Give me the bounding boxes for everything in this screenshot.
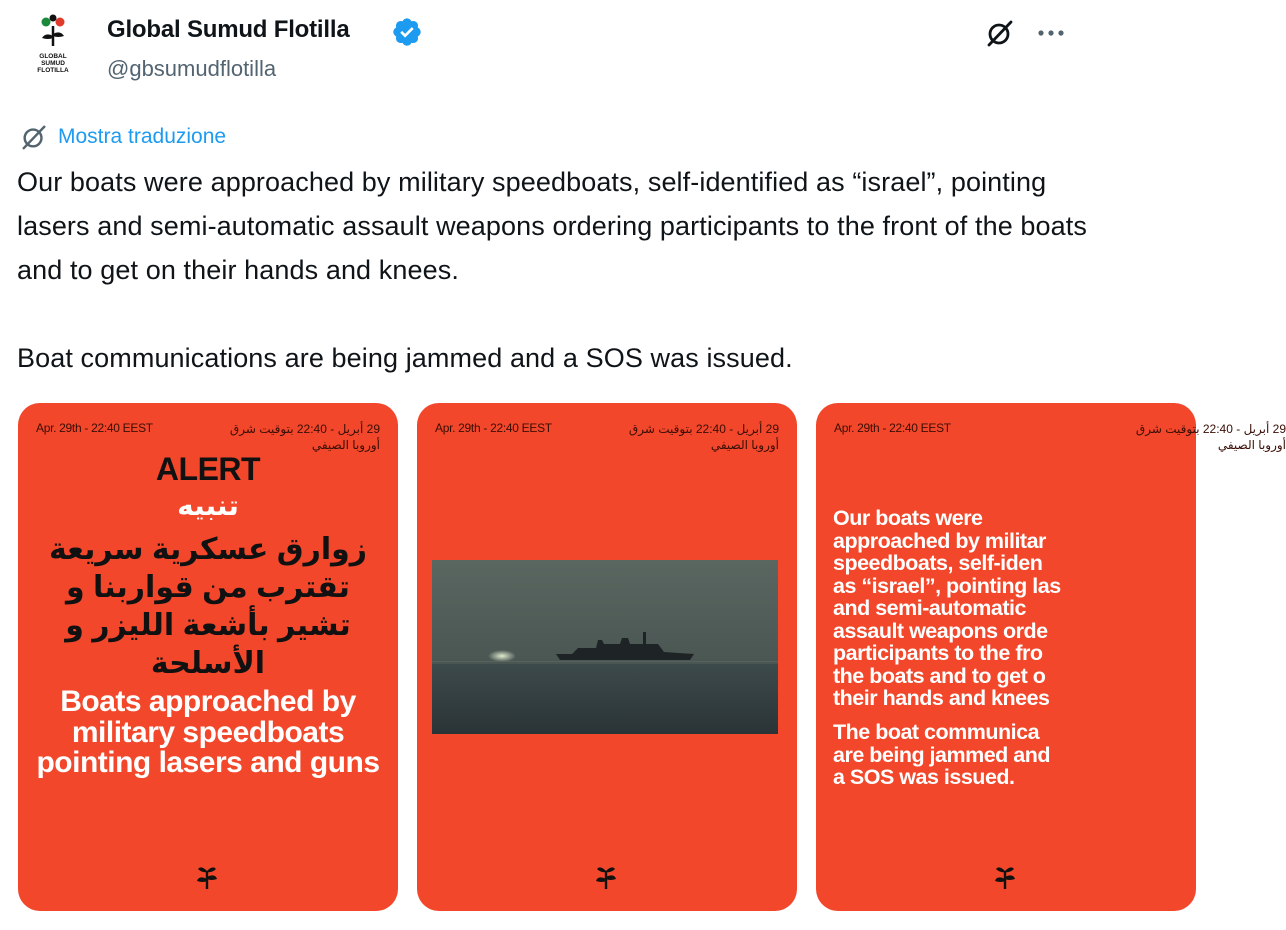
warship-image — [432, 560, 778, 734]
card-body-en-2: The boat communica are being jammed and a SOS was issued. — [833, 720, 1051, 789]
show-translation-link[interactable] — [20, 122, 226, 152]
svg-text:SUMUD: SUMUD — [41, 60, 65, 67]
flotilla-logo-icon — [22, 12, 84, 76]
media-card-alert[interactable] — [18, 403, 398, 911]
tweet-text — [17, 160, 1087, 380]
avatar[interactable] — [22, 12, 84, 76]
card-date-en: Apr. 29th - 22:40 EEST — [834, 421, 951, 435]
verified-badge-icon[interactable] — [391, 16, 423, 48]
media-card-text[interactable] — [816, 403, 1286, 911]
flotilla-sprout-icon — [593, 861, 619, 891]
card-date-ar: 29 أبريل - 22:40 بتوقيت شرق أوروبا الصيفي — [1135, 422, 1286, 452]
alert-title: ALERT — [155, 451, 261, 487]
alert-body-ar: زوارق عسكرية سريعة تقترب من قواربنا و تشير بأشعة الليزر و الأسلحة — [48, 533, 368, 680]
card-date-ar: 29 أبريل - 22:40 بتوقيت شرق أوروبا الصيفي — [229, 422, 380, 452]
show-translation-label: Mostra traduzione — [58, 125, 227, 148]
alert-title-ar: تنبيه — [177, 490, 239, 521]
grok-translate-icon — [20, 123, 48, 151]
grok-icon[interactable] — [981, 14, 1019, 52]
svg-text:GLOBAL: GLOBAL — [39, 53, 67, 60]
card-date-ar: 29 أبريل - 22:40 بتوقيت شرق أوروبا الصيفي — [628, 422, 779, 452]
card-date-en: Apr. 29th - 22:40 EEST — [36, 421, 153, 435]
tweet-paragraph: Our boats were approached by military speedboats, self-identified as “israel”, pointing lasers and semi-automatic assault weapons ordering participants to the front of the boats and to get on their hands and knees. — [17, 167, 1087, 285]
card-date-en: Apr. 29th - 22:40 EEST — [435, 421, 552, 435]
svg-text:FLOTILLA: FLOTILLA — [37, 67, 69, 74]
warship-photo — [432, 560, 778, 734]
author-name[interactable]: Global Sumud Flotilla — [107, 16, 350, 43]
author-handle[interactable]: @gbsumudflotilla — [107, 56, 277, 81]
flotilla-sprout-icon — [992, 861, 1018, 891]
alert-body-en: Boats approached by military speedboats pointing lasers and guns — [36, 685, 380, 779]
card-body-en: Our boats were approached by militar speedboats, self-iden as “israel”, pointing las and semi-automatic assault weapons orde participants to the fro the boats and to get o their hands and knees — [833, 506, 1061, 710]
media-card-photo[interactable] — [417, 403, 797, 911]
more-options-icon[interactable] — [1032, 14, 1070, 52]
flotilla-sprout-icon — [194, 861, 220, 891]
tweet-paragraph: Boat communications are being jammed and a SOS was issued. — [17, 343, 793, 373]
